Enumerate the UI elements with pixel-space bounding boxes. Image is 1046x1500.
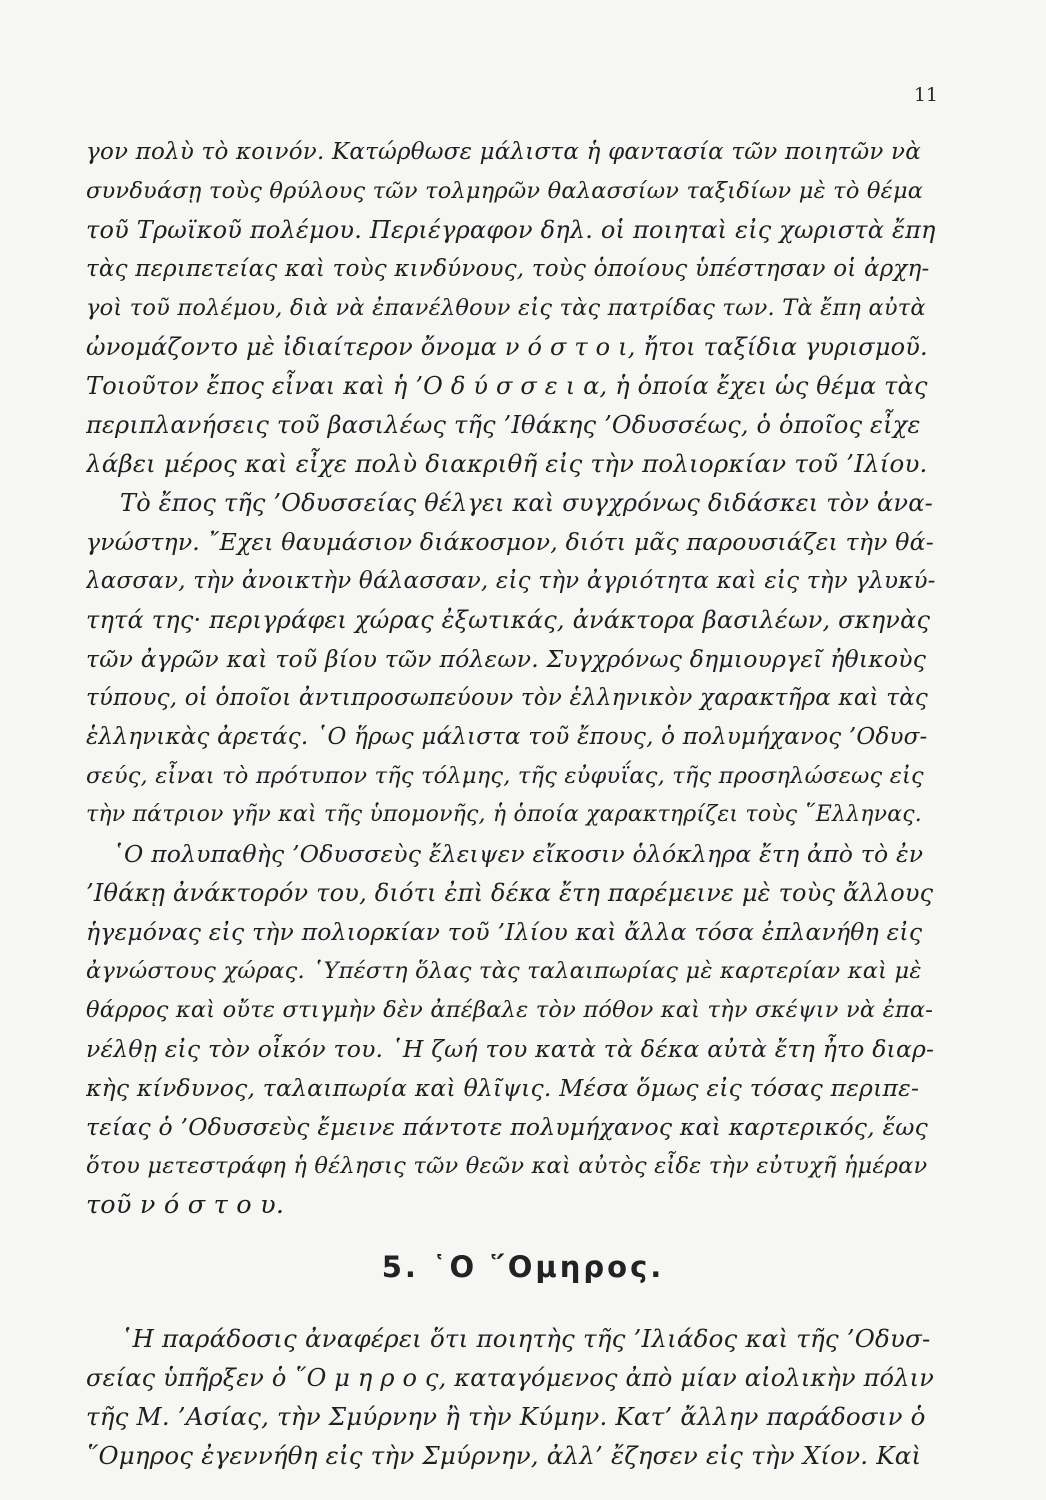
text-line: κὴς κίνδυνος, ταλαιπωρία καὶ θλῖψις. Μέσα ὅμως εἰς τόσας περιπε- [86,1074,920,1102]
text-line: ῾Ο πολυπαθὴς ’Οδυσσεὺς ἔλειψεν εἴκοσιν ὁλόκληρα ἔτη ἀπὸ τὸ ἐν [112,840,924,868]
text-line: θάρρος καὶ οὔτε στιγμὴν δὲν ἀπέβαλε τὸν πόθον καὶ τὴν σκέψιν νὰ ἐπα- [86,997,934,1023]
page-number: 11 [913,84,938,106]
text-line: τῆς Μ. ’Ασίας, τὴν Σμύρνην ἢ τὴν Κύμην. Κατ’ ἄλλην παράδοσιν ὁ [86,1402,926,1431]
text-line: Τὸ ἔπος τῆς ’Οδυσσείας θέλγει καὶ συγχρόνως διδάσκει τὸν ἀνα- [120,489,933,517]
text-line: τητά της· περιγράφει χώρας ἐξωτικάς, ἀνάκτορα βασιλέων, σκηνὰς [86,606,931,634]
text-line: ἀγνώστους χώρας. ῾Υπέστη ὅλας τὰς ταλαιπωρίας μὲ καρτερίαν καὶ μὲ [86,958,922,984]
text-line: ῾Η παράδοσις ἀναφέρει ὅτι ποιητὴς τῆς ’Ιλιάδος καὶ τῆς ’Οδυσ- [120,1324,931,1353]
text-line: ὅτου μετεστράφη ἡ θέλησις τῶν θεῶν καὶ αὐτὸς εἶδε τὴν εὐτυχῆ ἡμέραν [86,1153,928,1179]
text-line: τοῦ ν ό σ τ ο υ. [86,1190,285,1220]
text-line: ὠνομάζοντο μὲ ἰδιαίτερον ὄνομα ν ό σ τ ο ι, ἤτοι ταξίδια γυρισμοῦ. [86,333,928,361]
text-line: ἡγεμόνας εἰς τὴν πολιορκίαν τοῦ ’Ιλίου καὶ ἄλλα τόσα ἐπλανήθη εἰς [86,918,923,946]
text-line: Τοιοῦτον ἔπος εἶναι καὶ ἡ ’Ο δ ύ σ σ ε ι α, ἡ ὁποία ἔχει ὡς θέμα τὰς [86,372,928,400]
text-line: λασσαν, τὴν ἀνοικτὴν θάλασσαν, εἰς τὴν ἀγριότητα καὶ εἰς τὴν γλυκύ- [86,568,936,594]
text-line: ἑλληνικὰς ἀρετάς. ῾Ο ἥρως μάλιστα τοῦ ἔπους, ὁ πολυμήχανος ’Οδυσ- [86,724,928,750]
text-line: νέλθῃ εἰς τὸν οἶκόν του. ῾Η ζωή του κατὰ τὰ δέκα αὐτὰ ἔτη ἦτο διαρ- [86,1035,935,1063]
section-heading: 5. ῾Ο ῞Ομηρος. [381,1250,665,1284]
text-line: συνδυάσῃ τοὺς θρύλους τῶν τολμηρῶν θαλασσίων ταξιδίων μὲ τὸ θέμα [86,178,924,204]
text-line: τοῦ Τρωϊκοῦ πολέμου. Περιέγραφον δηλ. οἱ ποιηταὶ εἰς χωριστὰ ἔπη [86,216,936,244]
text-line: σεύς, εἶναι τὸ πρότυπον τῆς τόλμης, τῆς εὐφυΐας, τῆς προσηλώσεως εἰς [86,763,924,789]
text-line: γνώστην. ῎Εχει θαυμάσιον διάκοσμον, διότι μᾶς παρουσιάζει τὴν θά- [86,528,934,556]
text-line: γοὶ τοῦ πολέμου, διὰ νὰ ἐπανέλθουν εἰς τὰς πατρίδας των. Τὰ ἔπη αὐτὰ [86,295,926,321]
text-line: σείας ὑπῆρξεν ὁ ῞Ο μ η ρ ο ς, καταγόμενος ἀπὸ μίαν αἰολικὴν πόλιν [86,1364,935,1392]
text-line: τὰς περιπετείας καὶ τοὺς κινδύνους, τοὺς ὁποίους ὑπέστησαν οἱ ἀρχη- [86,256,930,282]
text-line: τείας ὁ ’Οδυσσεὺς ἔμεινε πάντοτε πολυμήχανος καὶ καρτερικός, ἕως [86,1113,929,1141]
text-line: περιπλανήσεις τοῦ βασιλέως τῆς ’Ιθάκης ’Οδυσσέως, ὁ ὁποῖος εἶχε [86,411,921,439]
text-line: τύπους, οἱ ὁποῖοι ἀντιπροσωπεύουν τὸν ἑλληνικὸν χαρακτῆρα καὶ τὰς [86,685,929,711]
text-line: γον πολὺ τὸ κοινόν. Κατώρθωσε μάλιστα ἡ φαντασία τῶν ποιητῶν νὰ [86,139,921,165]
text-line: λάβει μέρος καὶ εἶχε πολὺ διακριθῆ εἰς τὴν πολιορκίαν τοῦ ’Ιλίου. [86,449,928,478]
text-line: ’Ιθάκῃ ἀνάκτορόν του, διότι ἐπὶ δέκα ἔτη παρέμεινε μὲ τοὺς ἄλλους [86,879,934,907]
text-line: ῞Ομηρος ἐγεννήθη εἰς τὴν Σμύρνην, ἀλλ’ ἔζησεν εἰς τὴν Χίον. Καὶ [86,1441,922,1470]
text-line: τὴν πάτριον γῆν καὶ τῆς ὑπομονῆς, ἡ ὁποία χαρακτηρίζει τοὺς ῞Ελληνας. [86,802,922,827]
text-line: τῶν ἀγρῶν καὶ τοῦ βίου τῶν πόλεων. Συγχρόνως δημιουργεῖ ἠθικοὺς [86,645,927,673]
